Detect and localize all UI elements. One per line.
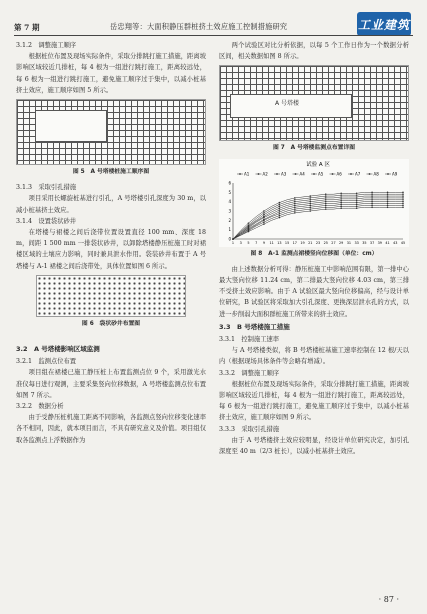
data-point <box>402 193 404 195</box>
data-point <box>356 201 358 203</box>
data-point <box>263 212 265 214</box>
data-point <box>294 200 296 202</box>
data-point <box>387 193 389 195</box>
data-point <box>263 221 265 223</box>
section-3-3-3-text: 由于 A 号塔楼挤土效应较明显，经设计单位研究决定，加引孔深度至 40 m（2/3 桩长），以减小桩基挤土效应。 <box>219 436 409 456</box>
y-tick-label: 3 <box>228 208 231 214</box>
data-point <box>340 198 342 200</box>
x-tick-label: 27 <box>331 240 336 245</box>
data-point <box>325 200 327 202</box>
data-point <box>309 195 311 197</box>
legend-marker-A4 <box>295 173 297 175</box>
x-tick-label: 41 <box>385 240 390 245</box>
series-line-A8 <box>233 205 403 239</box>
data-point <box>309 206 311 208</box>
x-tick-label: 17 <box>292 240 297 245</box>
data-point <box>340 203 342 205</box>
section-3-2-title: 3.2 A 号塔楼影响区域监测 <box>16 345 100 354</box>
data-point <box>402 191 404 193</box>
right-column <box>219 40 409 457</box>
legend-label-A6: A6 <box>336 171 342 177</box>
data-point <box>356 203 358 205</box>
left-column <box>16 40 206 446</box>
data-point <box>294 199 296 201</box>
data-point <box>371 199 373 201</box>
y-tick-label: 2 <box>228 217 231 223</box>
x-tick-label: 39 <box>377 240 382 245</box>
x-tick-label: 19 <box>300 240 305 245</box>
data-point <box>325 199 327 201</box>
data-point <box>263 214 265 216</box>
data-point <box>294 202 296 204</box>
data-point <box>387 206 389 208</box>
section-3-1-2-text: 根据桩位布置及现场实际条件，采取分排跳打施工措施，距离坡影响区域较近几排桩，每 4 根为一组进行跳打施工，距离较远处，每 6 根为一组进行跳打施工，避免施工顺序过于集中，以减小桩基挤土效应，施工顺序如图 5 所示。 <box>16 53 206 94</box>
data-point <box>387 197 389 199</box>
legend-marker-A2 <box>258 173 260 175</box>
legend-label-A3: A3 <box>281 171 287 177</box>
x-tick-label: 25 <box>323 240 328 245</box>
legend-marker-A7 <box>350 173 352 175</box>
series-line-A1 <box>233 192 403 239</box>
section-3-3-1-title: 3.3.1 控制施工速率 <box>219 336 280 344</box>
section-3-3-2-title: 3.3.2 调整施工顺序 <box>219 369 280 377</box>
data-point <box>371 206 373 208</box>
y-tick-label: 1 <box>228 226 231 232</box>
data-point <box>402 197 404 199</box>
data-point <box>279 209 281 211</box>
x-tick-label: 1 <box>231 240 235 245</box>
section-3-2-1-text: 项目组在裙楼已施工静压桩上布置监测点位 9 个，采用激光水准仪每日进行观测，主要采集竖向位移数据，A 号塔楼监测点位布置如图 7 所示。 <box>16 369 206 399</box>
figure-6-caption: 图 6 袋状砂井布置图 <box>81 320 141 327</box>
legend-marker-A3 <box>276 173 278 175</box>
section-3-1-3-title: 3.1.3 采取引孔措施 <box>16 184 77 192</box>
data-point <box>325 208 327 210</box>
legend-marker-A6 <box>332 173 334 175</box>
section-3-2-2-text: 由于受静压桩机施工距离不同影响，各监测点竖向位移变化速率各不相同，因此，就本项目而言，不具有研究意义及价值。项目组仅取各监测点上浮数据作为 <box>16 414 206 444</box>
x-tick-label: 45 <box>400 240 406 245</box>
running-title: 岳忠翔等：大面积静压群桩挤土效应施工控制措施研究 <box>110 22 288 31</box>
x-tick-label: 9 <box>262 240 265 245</box>
data-point <box>263 223 265 225</box>
section-3-3-2-text: 根据桩位布置及现场实际条件，采取分排跳打施工措施，距离坡影响区域较近几排桩，每 4 根为一组进行跳打施工，距离较远处，每 6 根为一组进行跳打施工，避免施工顺序过于集中，以减小桩基挤土效应，施工顺序如图 9 所示。 <box>219 380 409 422</box>
data-point <box>232 238 234 240</box>
data-point <box>387 204 389 206</box>
data-point <box>340 192 342 194</box>
data-point <box>263 216 265 218</box>
x-tick-label: 23 <box>315 240 321 245</box>
data-point <box>263 219 265 221</box>
x-tick-label: 33 <box>354 240 359 245</box>
series-line-A7 <box>233 203 403 238</box>
legend-label-A7: A7 <box>355 171 361 177</box>
data-point <box>402 206 404 208</box>
data-point <box>402 195 404 197</box>
data-point <box>294 197 296 199</box>
section-3-1-3-text: 项目采用长螺旋桩基进行引孔，A 号塔楼引孔深度为 30 m，以减小桩基挤土效应。 <box>16 195 206 214</box>
data-point <box>325 206 327 208</box>
data-point <box>309 200 311 202</box>
data-point <box>356 198 358 200</box>
data-point <box>294 206 296 208</box>
figure-6-sand-well-layout <box>36 275 186 317</box>
legend-label-A5: A5 <box>318 171 324 177</box>
legend-marker-A9 <box>387 173 389 175</box>
data-point <box>309 204 311 206</box>
data-point <box>387 202 389 204</box>
data-point <box>371 200 373 202</box>
data-point <box>309 197 311 199</box>
figure-7-tower-label: A 号塔楼 <box>275 100 300 108</box>
section-3-3-title: 3.3 B 号塔楼施工措施 <box>219 322 290 331</box>
data-point <box>325 204 327 206</box>
series-line-A5 <box>233 199 403 238</box>
section-3-3-1-text: 与 A 号塔楼类似，将 B 号塔楼桩基施工速率控制在 12 根/天以内（根据现场具体条件等会略有增减）。 <box>219 347 409 366</box>
x-tick-label: 29 <box>339 240 344 245</box>
data-point <box>279 205 281 207</box>
data-point <box>325 202 327 204</box>
data-point <box>309 208 311 210</box>
header-divider <box>14 35 413 36</box>
figure-5-caption: 图 5 A 号塔楼桩施工顺序图 <box>72 169 150 176</box>
data-point <box>325 197 327 199</box>
data-point <box>356 194 358 196</box>
data-point <box>356 207 358 209</box>
y-tick-label: 4 <box>228 198 231 204</box>
x-tick-label: 43 <box>393 240 398 245</box>
figure-7-caption: 图 7 A 号塔楼监测点布置详图 <box>272 145 356 152</box>
x-tick-label: 37 <box>369 240 375 245</box>
data-point <box>387 199 389 201</box>
data-point <box>340 205 342 207</box>
legend-label-A1: A1 <box>244 171 250 177</box>
figure-5-pile-grid <box>16 99 206 165</box>
data-point <box>340 194 342 196</box>
section-3-3-3-title: 3.3.3 采取引孔措施 <box>219 425 280 433</box>
data-point <box>356 200 358 202</box>
journal-logo: 工业建筑 <box>357 12 411 36</box>
section-3-1-4-text: 在塔楼与裙楼之间后浇带位置设置直径 100 mm、深度 18 m，间距 1 500 mm 一排袋状砂井，以卸除塔楼静压桩施工时对裙楼区域的土壤应力影响，同时兼具泄水作用。袋装砂井布置于 A 号塔楼与 A-1 裙楼之间后浇带处，具体位置如图 6 所示。 <box>16 229 206 270</box>
data-point <box>340 196 342 198</box>
x-tick-label: 5 <box>247 240 250 245</box>
data-point <box>325 195 327 197</box>
x-tick-label: 3 <box>239 240 242 245</box>
figure-8-caption: 图 8 A-1 监测点裙楼竖向位移图（单位：cm） <box>250 250 378 257</box>
legend-marker-A5 <box>313 173 315 175</box>
data-point <box>294 212 296 214</box>
data-point <box>294 210 296 212</box>
data-point <box>387 200 389 202</box>
y-tick-label: 6 <box>228 180 231 186</box>
y-tick-label: 0 <box>228 236 231 242</box>
page-number: · 87 · <box>378 595 399 604</box>
data-point <box>248 230 250 232</box>
data-point <box>279 201 281 203</box>
data-point <box>387 195 389 197</box>
data-point <box>309 210 311 212</box>
data-point <box>279 211 281 213</box>
data-point <box>279 216 281 218</box>
issue-label: 第 7 期 <box>14 23 40 32</box>
section-3-2-1-title: 3.2.1 监测点位布置 <box>16 358 77 366</box>
data-point <box>356 192 358 194</box>
data-point <box>279 214 281 216</box>
data-point <box>279 207 281 209</box>
data-point <box>294 204 296 206</box>
x-tick-label: 15 <box>284 240 290 245</box>
x-tick-label: 7 <box>255 240 258 245</box>
right-intro-text: 两个试验区对比分析依据，以每 5 个工作日作为一个数据分析区间，相关数据如图 8 所示。 <box>219 42 409 61</box>
data-point <box>340 207 342 209</box>
section-3-1-2-title: 3.1.2 调整施工顺序 <box>16 42 77 49</box>
data-point <box>356 205 358 207</box>
data-point <box>387 191 389 193</box>
figure-7-monitoring-layout <box>219 65 409 141</box>
legend-marker-A8 <box>369 173 371 175</box>
section-3-1-4-title: 3.1.4 设置袋状砂井 <box>16 217 77 225</box>
data-point <box>325 193 327 195</box>
chart-title: 试验 A 区 <box>306 161 330 168</box>
data-point <box>402 204 404 206</box>
data-point <box>340 200 342 202</box>
analysis-text: 由上述数据分析可得：静压桩施工中影响范围有限，第一排中心最大竖向位移 11.24 cm，第二排最大竖向位移 4.03 cm，第三排不受挤土效应影响。由于 A 试验区最大竖向位移偏高，经与设计单位研究，B 试验区将采取加大引孔深度、更换深层泄水孔的方式，以进一步削弱大面积群桩施工所带来的挤土效应。 <box>219 265 409 318</box>
series-line-A9 <box>233 207 403 239</box>
data-point <box>402 200 404 202</box>
section-3-2-2-title: 3.2.2 数据分析 <box>16 403 64 411</box>
legend-label-A8: A8 <box>373 171 379 177</box>
data-point <box>263 210 265 212</box>
data-point <box>371 202 373 204</box>
data-point <box>279 213 281 215</box>
data-point <box>371 204 373 206</box>
x-tick-label: 35 <box>362 240 367 245</box>
legend-label-A4: A4 <box>299 171 305 177</box>
legend-label-A2: A2 <box>262 171 268 177</box>
legend-marker-A1 <box>239 173 241 175</box>
legend-label-A9: A9 <box>392 171 398 177</box>
x-tick-label: 31 <box>346 240 352 245</box>
data-point <box>309 199 311 201</box>
data-point <box>371 193 373 195</box>
data-point <box>402 202 404 204</box>
data-point <box>402 199 404 201</box>
x-tick-label: 13 <box>277 240 282 245</box>
y-tick-label: 5 <box>228 189 231 195</box>
data-point <box>294 208 296 210</box>
data-point <box>356 196 358 198</box>
data-point <box>371 197 373 199</box>
figure-8-displacement-chart <box>219 159 409 247</box>
data-point <box>340 201 342 203</box>
data-point <box>309 202 311 204</box>
data-point <box>371 191 373 193</box>
x-tick-label: 21 <box>308 240 313 245</box>
data-point <box>248 222 250 224</box>
x-tick-label: 11 <box>269 240 274 245</box>
data-point <box>371 195 373 197</box>
data-point <box>279 203 281 205</box>
